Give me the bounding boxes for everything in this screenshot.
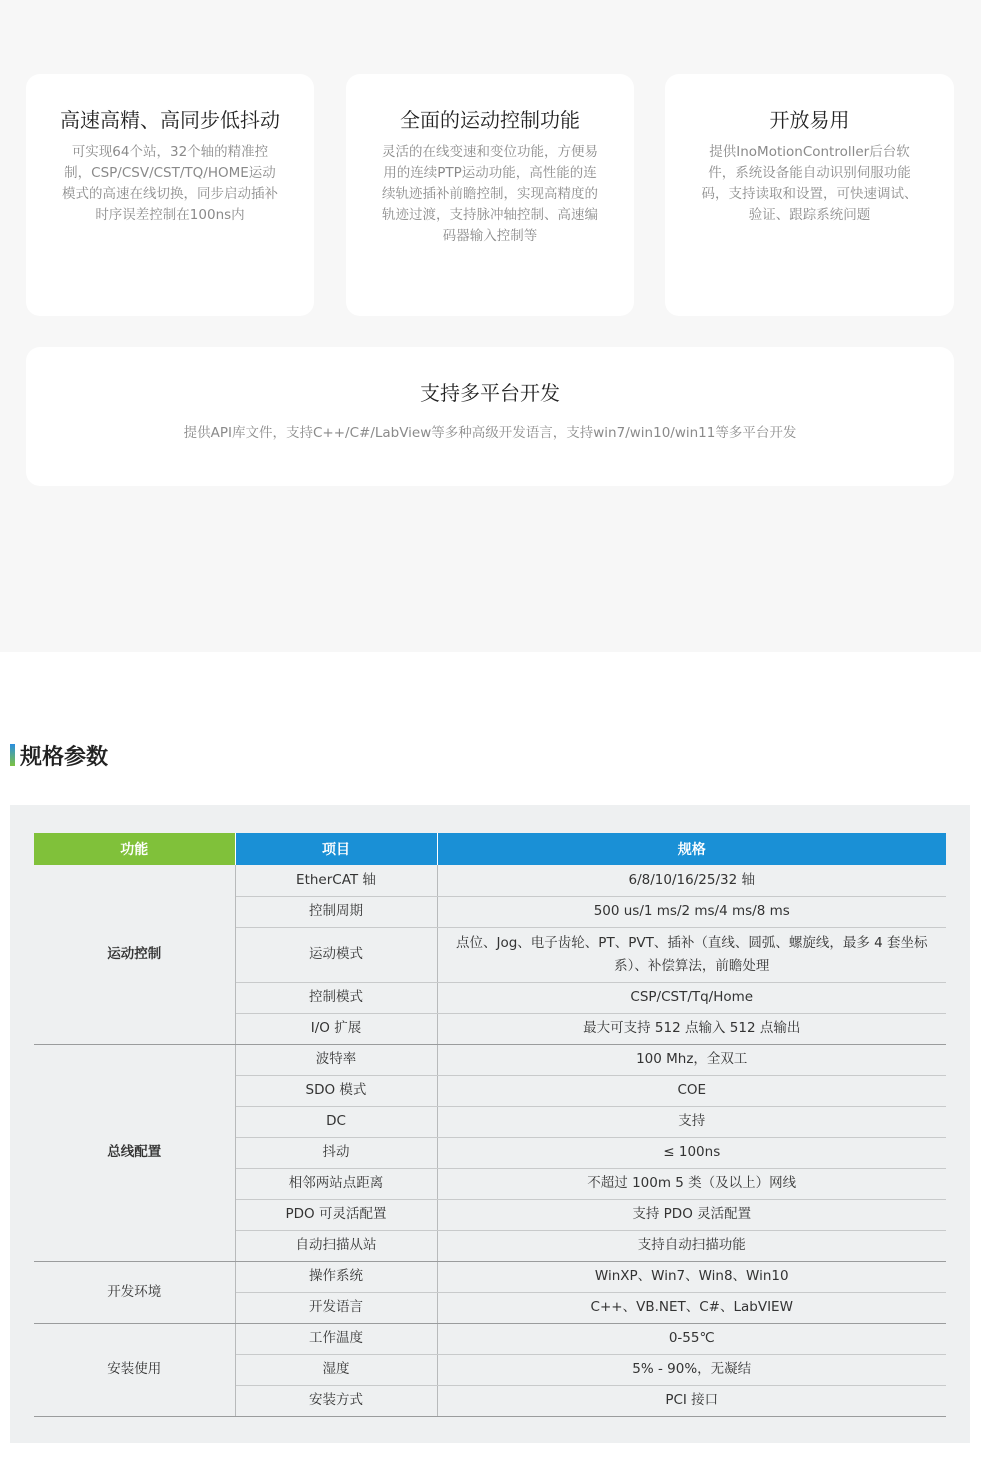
item-cell: SDO 模式 [235, 1075, 437, 1106]
spec-cell: 不超过 100m 5 类（及以上）网线 [437, 1168, 946, 1199]
spec-heading-text: 规格参数 [20, 744, 109, 770]
spec-cell: 500 us/1 ms/2 ms/4 ms/8 ms [437, 896, 946, 927]
item-cell: EtherCAT 轴 [235, 865, 437, 896]
item-cell: 抖动 [235, 1137, 437, 1168]
item-cell: 运动模式 [235, 927, 437, 982]
spec-cell: 支持 [437, 1106, 946, 1137]
spec-cell: 0-55℃ [437, 1323, 946, 1354]
func-cell: 总线配置 [34, 1044, 235, 1261]
spec-cell: PCI 接口 [437, 1385, 946, 1416]
item-cell: 安装方式 [235, 1385, 437, 1416]
feature-desc: 灵活的在线变速和变位功能，方便易用的连续PTP运动功能，高性能的连续轨迹插补前瞻控制，实现高精度的轨迹过渡，支持脉冲轴控制、高速编码器输入控制等 [382, 144, 598, 244]
item-cell: 操作系统 [235, 1261, 437, 1292]
item-cell: 工作温度 [235, 1323, 437, 1354]
feature-desc: 可实现64个站，32个轴的精准控制，CSP/CSV/CST/TQ/HOME运动模式的高速在线切换，同步启动插补时序误差控制在100ns内 [62, 144, 278, 223]
spec-cell: 6/8/10/16/25/32 轴 [437, 865, 946, 896]
item-cell: DC [235, 1106, 437, 1137]
func-cell: 开发环境 [34, 1261, 235, 1323]
table-row [34, 1261, 946, 1292]
item-cell: 开发语言 [235, 1292, 437, 1323]
item-cell: PDO 可灵活配置 [235, 1199, 437, 1230]
item-cell: 控制周期 [235, 896, 437, 927]
spec-table [34, 833, 946, 1417]
feature-card-motion [346, 74, 634, 316]
spec-cell: 最大可支持 512 点输入 512 点输出 [437, 1013, 946, 1044]
spec-cell: WinXP、Win7、Win8、Win10 [437, 1261, 946, 1292]
table-row [34, 1044, 946, 1075]
func-cell: 运动控制 [34, 865, 235, 1044]
item-cell: 控制模式 [235, 982, 437, 1013]
spec-cell: 5% - 90%，无凝结 [437, 1354, 946, 1385]
feature-title: 全面的运动控制功能 [400, 108, 580, 132]
feature-title: 高速高精、高同步低抖动 [60, 108, 280, 132]
spec-cell: 支持自动扫描功能 [437, 1230, 946, 1261]
item-cell: I/O 扩展 [235, 1013, 437, 1044]
spec-table-panel [10, 805, 970, 1443]
spec-cell: C++、VB.NET、C#、LabVIEW [437, 1292, 946, 1323]
feature-desc: 提供InoMotionController后台软件，系统设备能自动识别伺服功能码，支持读取和设置，可快速调试、验证、跟踪系统问题 [701, 144, 918, 223]
spec-cell: COE [437, 1075, 946, 1106]
header-item: 项目 [235, 833, 437, 865]
feature-card-open [665, 74, 954, 316]
item-cell: 湿度 [235, 1354, 437, 1385]
heading-accent-bar [10, 744, 15, 766]
header-func: 功能 [34, 833, 235, 865]
feature-title: 支持多平台开发 [420, 381, 560, 405]
item-cell: 相邻两站点距离 [235, 1168, 437, 1199]
feature-card-platform [26, 347, 954, 486]
func-cell: 安装使用 [34, 1323, 235, 1416]
table-header-row [34, 833, 946, 865]
spec-cell: 支持 PDO 灵活配置 [437, 1199, 946, 1230]
header-spec: 规格 [437, 833, 946, 865]
item-cell: 波特率 [235, 1044, 437, 1075]
feature-title: 开放易用 [769, 108, 850, 132]
table-row [34, 1323, 946, 1354]
spec-cell: ≤ 100ns [437, 1137, 946, 1168]
spec-heading [10, 742, 108, 768]
feature-desc: 提供API库文件，支持C++/C#/LabView等多种高级开发语言，支持win7/win10/win11等多平台开发 [183, 425, 797, 441]
spec-cell: 100 Mhz，全双工 [437, 1044, 946, 1075]
feature-card-sync [26, 74, 314, 316]
spec-cell: 点位、Jog、电子齿轮、PT、PVT、插补（直线、圆弧、螺旋线，最多 4 套坐标系）、补偿算法，前瞻处理 [437, 927, 946, 982]
feature-section [0, 0, 981, 652]
spec-cell: CSP/CST/Tq/Home [437, 982, 946, 1013]
item-cell: 自动扫描从站 [235, 1230, 437, 1261]
table-row [34, 865, 946, 896]
